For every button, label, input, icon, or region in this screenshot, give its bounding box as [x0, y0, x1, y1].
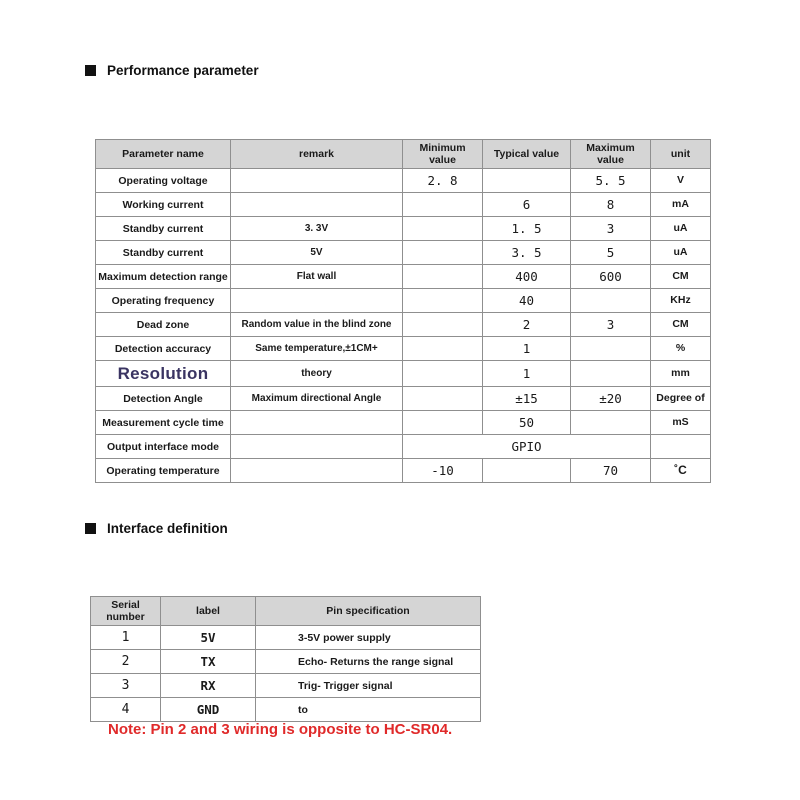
max-cell [571, 289, 651, 313]
header-parameter-name: Parameter name [96, 140, 231, 169]
param-name-cell: Operating temperature [96, 459, 231, 483]
table-row [91, 626, 481, 650]
min-cell [403, 411, 483, 435]
max-cell: 3 [571, 217, 651, 241]
remark-cell: Random value in the blind zone [231, 313, 403, 337]
performance-section-title [85, 63, 259, 78]
remark-cell: Maximum directional Angle [231, 387, 403, 411]
section-title-text: Performance parameter [107, 63, 259, 78]
remark-cell [231, 411, 403, 435]
param-name-cell: Detection accuracy [96, 337, 231, 361]
label-cell: RX [161, 674, 256, 698]
serial-cell: 3 [91, 674, 161, 698]
header-remark: remark [231, 140, 403, 169]
typ-cell: 40 [483, 289, 571, 313]
interface-section-title [85, 521, 228, 536]
param-name-cell: Dead zone [96, 313, 231, 337]
typ-cell: 6 [483, 193, 571, 217]
param-name-cell: Working current [96, 193, 231, 217]
table-row [96, 169, 711, 193]
min-cell [403, 289, 483, 313]
typ-cell: ±15 [483, 387, 571, 411]
label-cell: GND [161, 698, 256, 722]
max-cell [571, 361, 651, 387]
unit-cell: mA [651, 193, 711, 217]
square-bullet-icon [85, 523, 96, 534]
unit-cell: % [651, 337, 711, 361]
param-name-cell: Maximum detection range [96, 265, 231, 289]
max-cell: ±20 [571, 387, 651, 411]
label-cell: 5V [161, 626, 256, 650]
param-name-cell: Measurement cycle time [96, 411, 231, 435]
table-row [96, 361, 711, 387]
unit-cell: KHz [651, 289, 711, 313]
table-row [96, 411, 711, 435]
min-cell [403, 217, 483, 241]
typ-cell: 3. 5 [483, 241, 571, 265]
table-row [96, 217, 711, 241]
header-maximum-value: Maximum value [571, 140, 651, 169]
min-cell: 2. 8 [403, 169, 483, 193]
max-cell [571, 411, 651, 435]
spec-cell: Trig- Trigger signal [256, 674, 481, 698]
unit-cell: CM [651, 265, 711, 289]
performance-table [95, 139, 711, 483]
table-row [96, 313, 711, 337]
param-name-cell: Detection Angle [96, 387, 231, 411]
serial-cell: 4 [91, 698, 161, 722]
max-cell: 600 [571, 265, 651, 289]
table-row [96, 289, 711, 313]
remark-cell: theory [231, 361, 403, 387]
table-row [96, 337, 711, 361]
remark-cell [231, 193, 403, 217]
min-cell [403, 313, 483, 337]
table-row [96, 265, 711, 289]
min-cell [403, 193, 483, 217]
remark-cell [231, 169, 403, 193]
remark-cell [231, 459, 403, 483]
typ-cell [483, 459, 571, 483]
header-pin-specification: Pin specification [256, 597, 481, 626]
max-cell: 8 [571, 193, 651, 217]
unit-cell: V [651, 169, 711, 193]
interface-table [90, 596, 481, 722]
table-row [91, 674, 481, 698]
typ-cell: 1 [483, 361, 571, 387]
param-name-cell-resolution: Resolution [96, 361, 231, 387]
header-serial-number: Serial number [91, 597, 161, 626]
min-cell: -10 [403, 459, 483, 483]
unit-cell: uA [651, 217, 711, 241]
header-typical-value: Typical value [483, 140, 571, 169]
typ-cell: 50 [483, 411, 571, 435]
unit-cell: ˚C [651, 459, 711, 483]
max-cell: 3 [571, 313, 651, 337]
table-row [91, 650, 481, 674]
remark-cell [231, 435, 403, 459]
label-cell: TX [161, 650, 256, 674]
unit-cell: mm [651, 361, 711, 387]
unit-cell: uA [651, 241, 711, 265]
max-cell: 5 [571, 241, 651, 265]
header-unit: unit [651, 140, 711, 169]
unit-cell: CM [651, 313, 711, 337]
table-row [96, 435, 711, 459]
spec-cell: to [256, 698, 481, 722]
max-cell: 5. 5 [571, 169, 651, 193]
param-name-cell: Operating frequency [96, 289, 231, 313]
unit-cell: mS [651, 411, 711, 435]
typ-cell: 2 [483, 313, 571, 337]
spec-cell: 3-5V power supply [256, 626, 481, 650]
table-row [96, 387, 711, 411]
unit-cell: Degree of [651, 387, 711, 411]
max-cell: 70 [571, 459, 651, 483]
min-cell [403, 241, 483, 265]
unit-cell [651, 435, 711, 459]
table-header-row [91, 597, 481, 626]
typ-cell [483, 169, 571, 193]
square-bullet-icon [85, 65, 96, 76]
table-row [96, 459, 711, 483]
wiring-note: Note: Pin 2 and 3 wiring is opposite to HC-SR04. [108, 721, 453, 738]
param-name-cell: Standby current [96, 217, 231, 241]
remark-cell: Flat wall [231, 265, 403, 289]
typ-cell: 400 [483, 265, 571, 289]
section-title-text: Interface definition [107, 521, 228, 536]
gpio-span-cell: GPIO [403, 435, 651, 459]
table-row [96, 241, 711, 265]
typ-cell: 1 [483, 337, 571, 361]
remark-cell [231, 289, 403, 313]
param-name-cell: Output interface mode [96, 435, 231, 459]
param-name-cell: Operating voltage [96, 169, 231, 193]
table-row [96, 193, 711, 217]
header-label: label [161, 597, 256, 626]
remark-cell: 3. 3V [231, 217, 403, 241]
max-cell [571, 337, 651, 361]
min-cell [403, 361, 483, 387]
min-cell [403, 387, 483, 411]
header-minimum-value: Minimum value [403, 140, 483, 169]
table-header-row [96, 140, 711, 169]
min-cell [403, 265, 483, 289]
serial-cell: 2 [91, 650, 161, 674]
serial-cell: 1 [91, 626, 161, 650]
remark-cell: 5V [231, 241, 403, 265]
table-row [91, 698, 481, 722]
min-cell [403, 337, 483, 361]
typ-cell: 1. 5 [483, 217, 571, 241]
spec-cell: Echo- Returns the range signal [256, 650, 481, 674]
param-name-cell: Standby current [96, 241, 231, 265]
remark-cell: Same temperature,±1CM+ [231, 337, 403, 361]
